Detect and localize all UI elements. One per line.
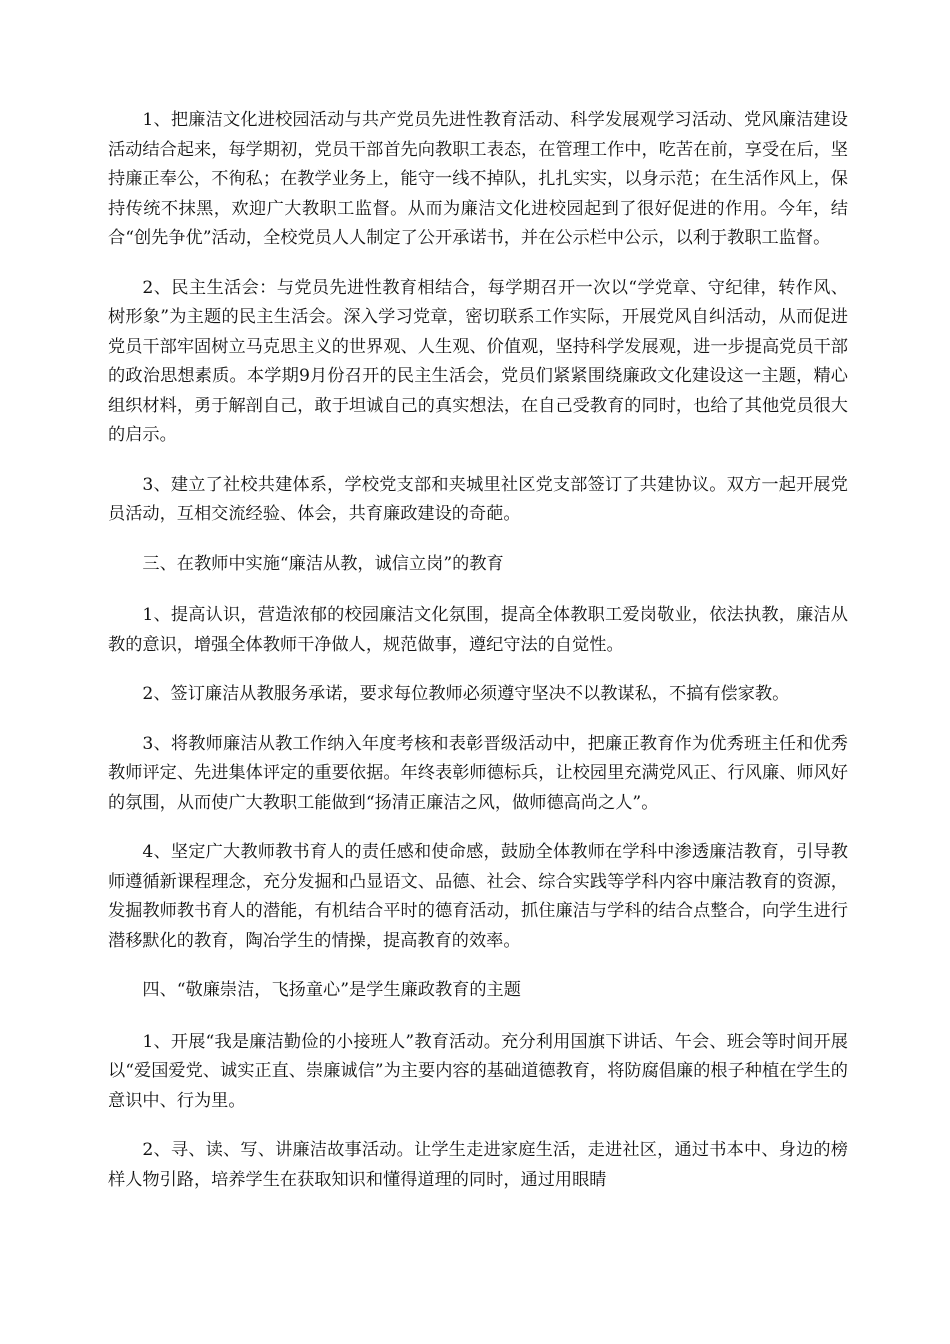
- paragraph-party-members-commitment: 1、把廉洁文化进校园活动与共产党员先进性教育活动、科学发展观学习活动、党风廉洁建设活动结合起来，每学期初，党员干部首先向教职工表态，在管理工作中，吃苦在前，享受在后，坚持廉正奉公，不徇私；在教学业务上，能守一线不掉队，扎扎实实，以身示范；在生活作风上，保持传统不抹黑，欢迎广大教职工监督。从而为廉洁文化进校园起到了很好促进的作用。今年，结合“创先争优”活动，全校党员人人制定了公开承诺书，并在公示栏中公示，以利于教职工监督。: [108, 110, 848, 248]
- paragraph-community-cooperation: 3、建立了社校共建体系，学校党支部和夹城里社区党支部签订了共建协议。双方一起开展党员活动，互相交流经验、体会，共育廉政建设的奇葩。: [108, 474, 848, 524]
- paragraph-service-commitment: 2、签订廉洁从教服务承诺，要求每位教师必须遵守坚决不以教谋私，不搞有偿家教。: [142, 684, 790, 704]
- paragraph-raise-awareness: 1、提高认识，营造浓郁的校园廉洁文化氛围，提高全体教职工爱岗敬业，依法执教，廉洁从教的意识，增强全体教师干净做人，规范做事，遵纪守法的自觉性。: [108, 605, 848, 655]
- paragraph-annual-assessment: 3、将教师廉洁从教工作纳入年度考核和表彰晋级活动中，把廉正教育作为优秀班主任和优秀教师评定、先进集体评定的重要依据。年终表彰师德标兵，让校园里充满党风正、行风廉、师风好的氛围，从而使广大教职工能做到“扬清正廉洁之风，做师德高尚之人”。: [108, 733, 848, 813]
- paragraph-democratic-life-meeting: 2、民主生活会：与党员先进性教育相结合，每学期召开一次以“学党章、守纪律，转作风、树形象”为主题的民主生活会。深入学习党章，密切联系工作实际，开展党风自纠活动，从而促进党员干部牢固树立马克思主义的世界观、人生观、价值观，坚持科学发展观，进一步提高党员干部的政治思想素质。本学期9月份召开的民主生活会，党员们紧紧围绕廉政文化建设这一主题，精心组织材料，勇于解剖自己，敢于坦诚自己的真实想法，在自己受教育的同时，也给了其他党员很大的启示。: [108, 277, 848, 445]
- section-heading-teachers: 三、在教师中实施“廉洁从教，诚信立岗”的教育: [142, 553, 504, 574]
- paragraph-subject-integration: 4、坚定广大教师教书育人的责任感和使命感，鼓励全体教师在学科中渗透廉洁教育，引导教师遵循新课程理念，充分发掘和凸显语文、品德、社会、综合实践等学科内容中廉洁教育的资源，发掘教师教书育人的潜能，有机结合平时的德育活动，抓住廉洁与学科的结合点整合，向学生进行潜移默化的教育，陶冶学生的情操，提高教育的效率。: [108, 842, 848, 951]
- document-page: [108, 106, 848, 1195]
- paragraph-successor-activity: 1、开展“我是廉洁勤俭的小接班人”教育活动。充分利用国旗下讲话、午会、班会等时间开展以“爱国爱党、诚实正直、崇廉诚信”为主要内容的基础道德教育，将防腐倡廉的根子种植在学生的意识中、行为里。: [108, 1031, 848, 1111]
- section-heading-students: 四、“敬廉崇洁，飞扬童心”是学生廉政教育的主题: [142, 980, 521, 1000]
- paragraph-story-activity: 2、寻、读、写、讲廉洁故事活动。让学生走进家庭生活，走进社区，通过书本中、身边的榜样人物引路，培养学生在获取知识和懂得道理的同时，通过用眼睛: [108, 1140, 848, 1190]
